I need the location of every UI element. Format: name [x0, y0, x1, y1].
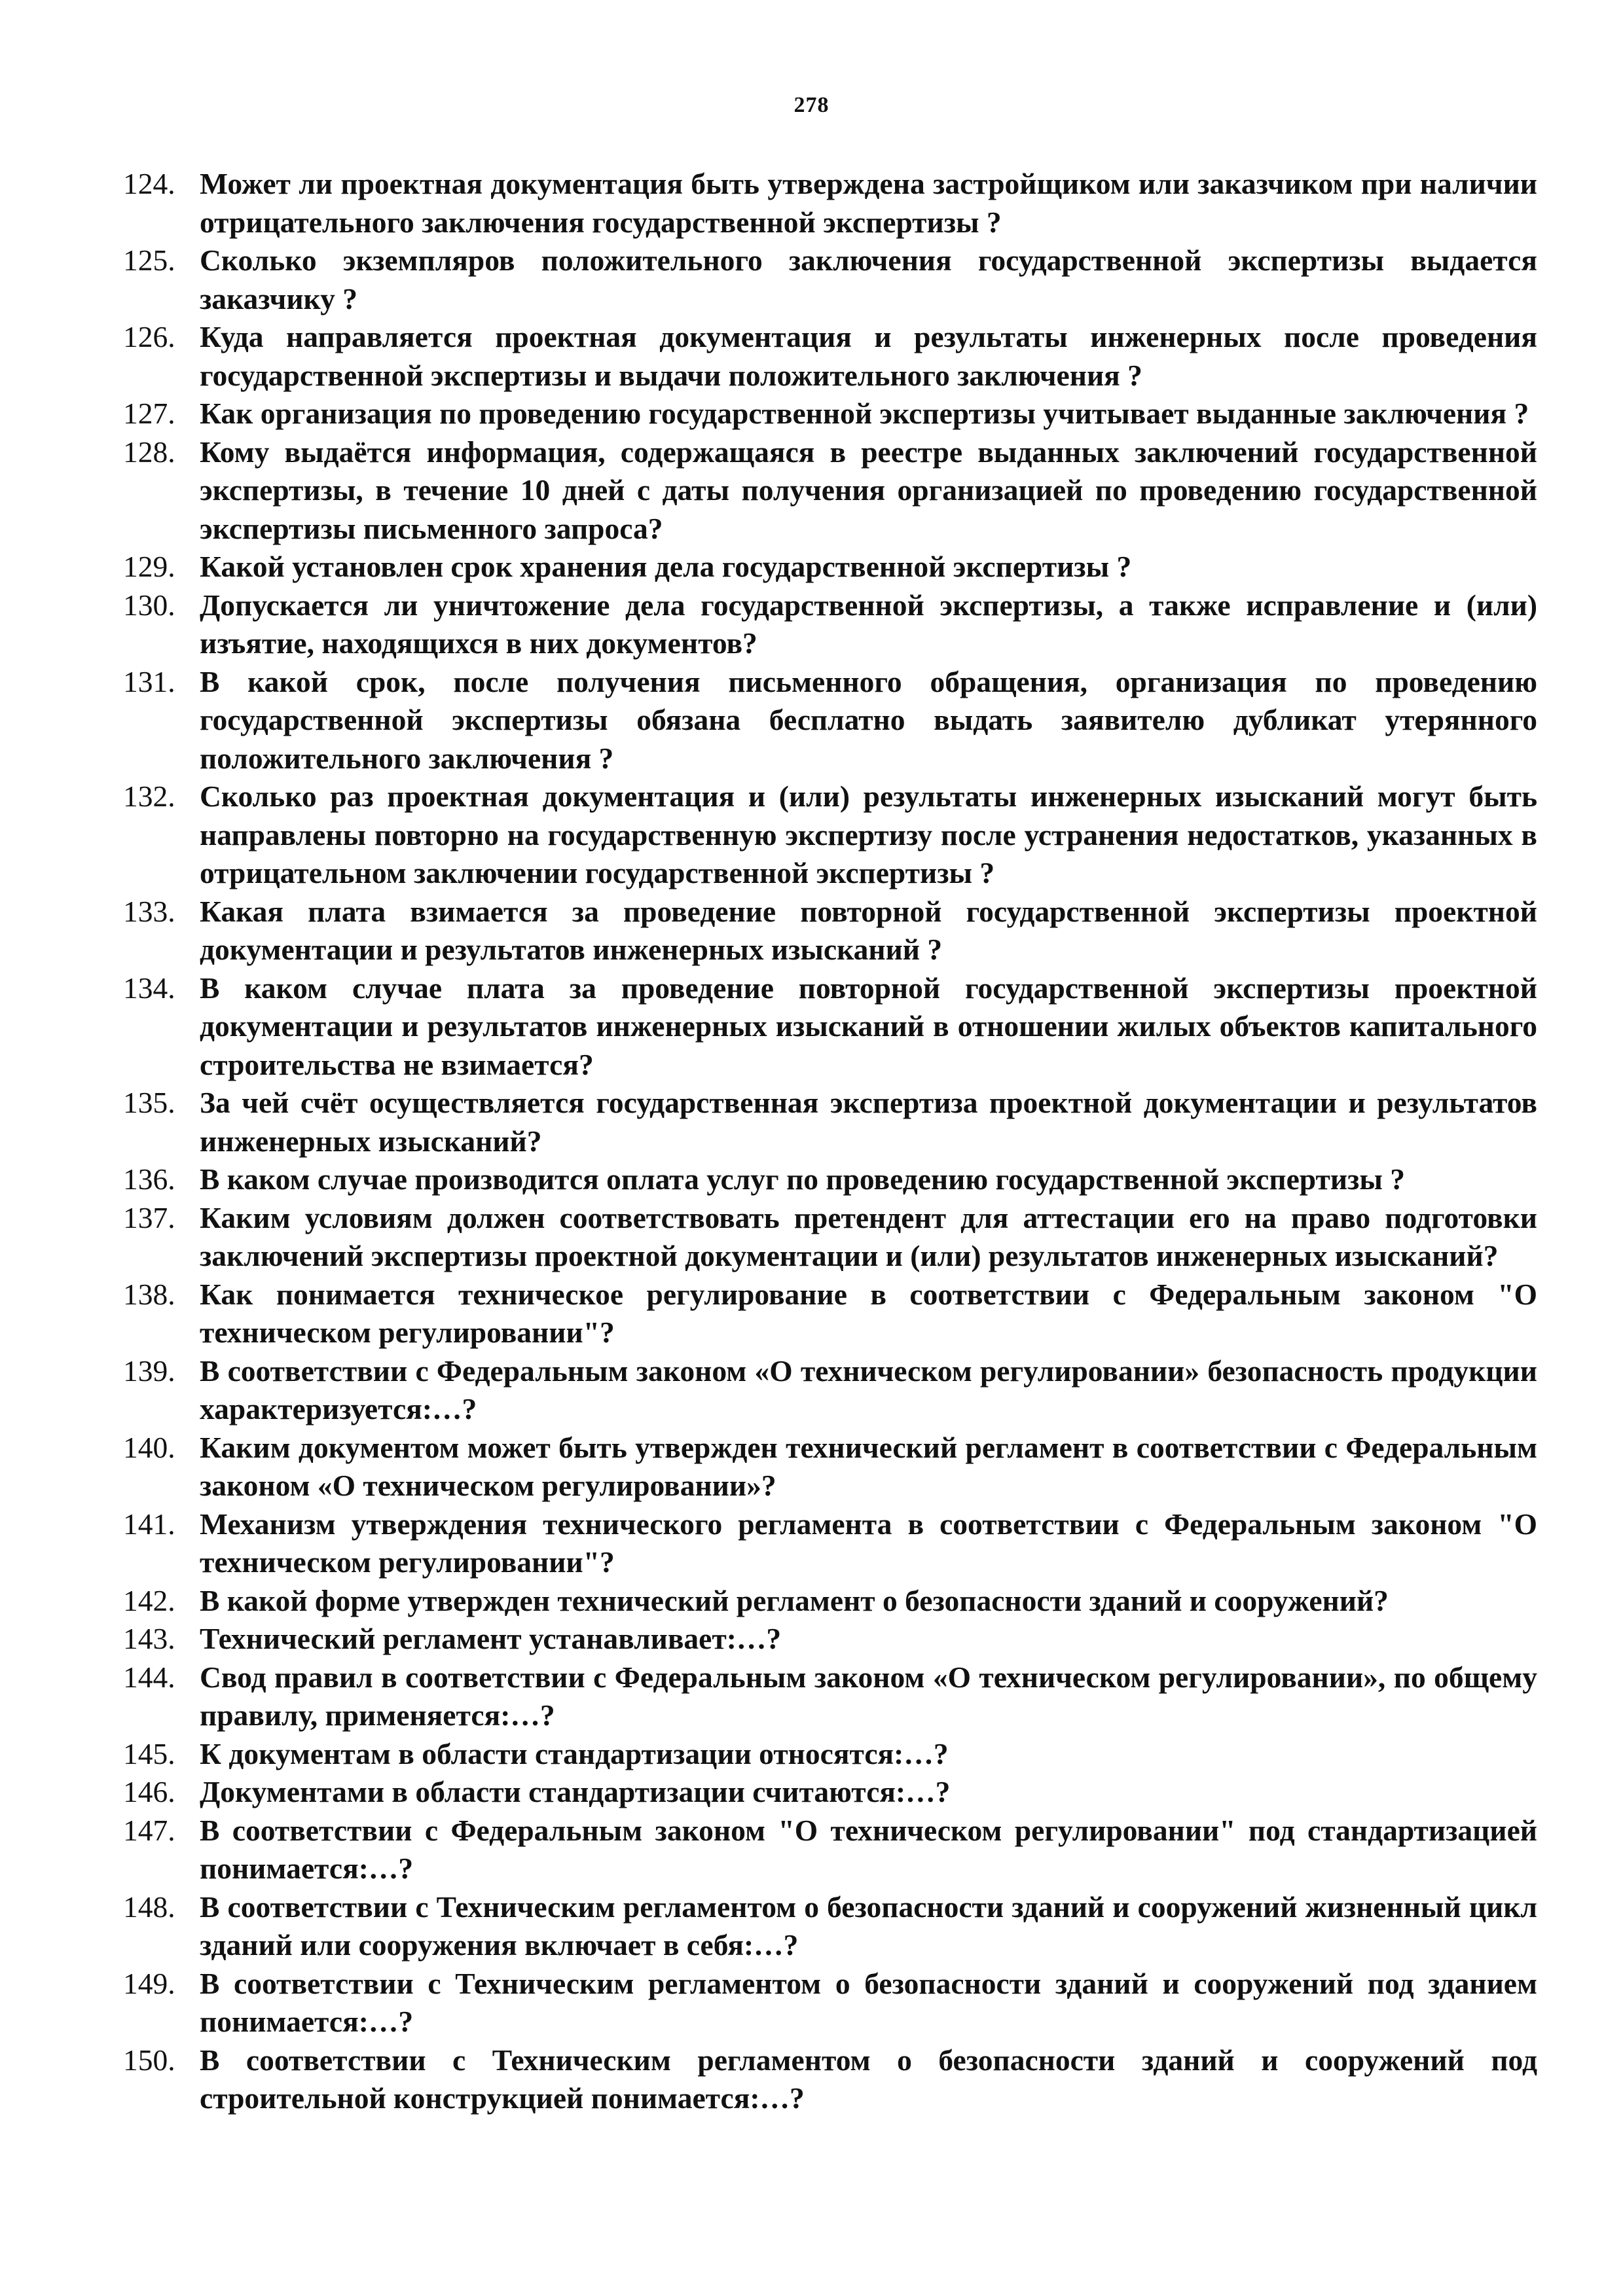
- question-number: 127.: [123, 397, 175, 430]
- question-number: 130.: [123, 588, 175, 622]
- question-number: 147.: [123, 1813, 175, 1847]
- question-item: [123, 1773, 1537, 1812]
- question-text: В соответствии с Техническим регламентом о безопасности зданий и сооружений под зданием понимается:…?: [200, 1966, 1537, 2038]
- question-item: [123, 586, 1537, 663]
- question-item: [123, 893, 1537, 969]
- question-item: [123, 318, 1537, 395]
- question-item: [123, 433, 1537, 548]
- question-number: 137.: [123, 1200, 175, 1234]
- question-number: 135.: [123, 1086, 175, 1119]
- question-number: 143.: [123, 1622, 175, 1655]
- page-number: 278: [793, 93, 830, 117]
- question-item: [123, 1812, 1537, 1888]
- question-number: 126.: [123, 320, 175, 353]
- question-text: В каком случае производится оплата услуг по проведению государственной экспертизы ?: [200, 1162, 1405, 1196]
- question-text: Какая плата взимается за проведение повторной государственной экспертизы проектной документации и результатов инженерных изысканий ?: [200, 894, 1537, 966]
- question-text: Механизм утверждения технического регламента в соответствии с Федеральным законом "О техническом регулировании"?: [200, 1507, 1537, 1579]
- question-item: [123, 1505, 1537, 1582]
- question-item: [123, 1735, 1537, 1774]
- question-item: [123, 1965, 1537, 2041]
- question-text: Сколько экземпляров положительного заключения государственной экспертизы выдается заказчику ?: [200, 243, 1537, 315]
- question-number: 132.: [123, 780, 175, 813]
- question-text: В каком случае плата за проведение повторной государственной экспертизы проектной документации и результатов инженерных изысканий в отношении жилых объектов капитального строительства не взимается?: [200, 971, 1537, 1081]
- question-item: [123, 1160, 1537, 1199]
- question-text: Допускается ли уничтожение дела государственной экспертизы, а также исправление и (или) изъятие, находящихся в них документов?: [200, 588, 1537, 660]
- question-number: 145.: [123, 1736, 175, 1770]
- question-number: 136.: [123, 1162, 175, 1196]
- question-text: Каким документом может быть утвержден технический регламент в соответствии с Федеральным законом «О техническом регулировании»?: [200, 1430, 1537, 1502]
- question-text: Какой установлен срок хранения дела государственной экспертизы ?: [200, 550, 1132, 583]
- question-list: [123, 165, 1537, 2118]
- question-text: В соответствии с Федеральным законом "О техническом регулировании" под стандартизацией понимается:…?: [200, 1813, 1537, 1885]
- question-item: [123, 1429, 1537, 1505]
- question-item: [123, 778, 1537, 893]
- question-text: В какой срок, после получения письменного обращения, организация по проведению государственной экспертизы обязана бесплатно выдать заявителю дубликат утерянного положительного заключения ?: [200, 664, 1537, 775]
- question-item: [123, 2041, 1537, 2118]
- question-item: [123, 1582, 1537, 1621]
- question-number: 140.: [123, 1430, 175, 1464]
- question-text: Как организация по проведению государственной экспертизы учитывает выданные заключения ?: [200, 397, 1529, 430]
- question-text: Как понимается техническое регулирование в соответствии с Федеральным законом "О техническом регулировании"?: [200, 1277, 1537, 1349]
- question-item: [123, 1276, 1537, 1352]
- question-text: К документам в области стандартизации относятся:…?: [200, 1736, 949, 1770]
- question-item: [123, 1199, 1537, 1276]
- question-number: 150.: [123, 2043, 175, 2077]
- question-number: 128.: [123, 435, 175, 469]
- question-number: 134.: [123, 971, 175, 1005]
- question-item: [123, 663, 1537, 778]
- question-number: 149.: [123, 1966, 175, 2000]
- question-text: Сколько раз проектная документация и (или) результаты инженерных изысканий могут быть направлены повторно на государственную экспертизу после устранения недостатков, указанных в отрицательном заключении государственной экспертизы ?: [200, 780, 1537, 889]
- question-number: 144.: [123, 1660, 175, 1694]
- question-text: Может ли проектная документация быть утверждена застройщиком или заказчиком при наличии отрицательного заключения государственной экспертизы ?: [200, 167, 1537, 239]
- question-number: 141.: [123, 1507, 175, 1541]
- question-number: 129.: [123, 550, 175, 583]
- question-text: Технический регламент устанавливает:…?: [200, 1622, 782, 1655]
- question-text: Документами в области стандартизации считаются:…?: [200, 1775, 951, 1808]
- question-text: В какой форме утвержден технический регламент о безопасности зданий и сооружений?: [200, 1583, 1389, 1617]
- question-text: За чей счёт осуществляется государственная экспертиза проектной документации и результатов инженерных изысканий?: [200, 1086, 1537, 1158]
- question-number: 146.: [123, 1775, 175, 1808]
- question-text: В соответствии с Федеральным законом «О техническом регулировании» безопасность продукции характеризуется:…?: [200, 1354, 1537, 1426]
- question-number: 148.: [123, 1890, 175, 1924]
- question-number: 124.: [123, 167, 175, 200]
- question-item: [123, 395, 1537, 433]
- question-item: [123, 969, 1537, 1085]
- question-number: 138.: [123, 1277, 175, 1311]
- question-text: Каким условиям должен соответствовать претендент для аттестации его на право подготовки заключений экспертизы проектной документации и (или) результатов инженерных изысканий?: [200, 1200, 1537, 1272]
- question-item: [123, 1352, 1537, 1429]
- question-number: 125.: [123, 243, 175, 277]
- question-item: [123, 165, 1537, 242]
- question-number: 142.: [123, 1583, 175, 1617]
- question-text: Свод правил в соответствии с Федеральным законом «О техническом регулировании», по общему правилу, применяется:…?: [200, 1660, 1537, 1732]
- question-text: В соответствии с Техническим регламентом о безопасности зданий и сооружений под строительной конструкцией понимается:…?: [200, 2043, 1537, 2115]
- question-text: В соответствии с Техническим регламентом о безопасности зданий и сооружений жизненный цикл зданий или сооружения включает в себя:…?: [200, 1890, 1537, 1962]
- question-text: Куда направляется проектная документация и результаты инженерных после проведения государственной экспертизы и выдачи положительного заключения ?: [200, 320, 1537, 392]
- question-number: 133.: [123, 894, 175, 928]
- question-item: [123, 1888, 1537, 1965]
- question-number: 131.: [123, 664, 175, 698]
- question-number: 139.: [123, 1354, 175, 1388]
- question-item: [123, 1084, 1537, 1160]
- question-item: [123, 548, 1537, 586]
- question-text: Кому выдаётся информация, содержащаяся в реестре выданных заключений государственной экспертизы, в течение 10 дней с даты получения организацией по проведению государственной экспертизы письменного запроса?: [200, 435, 1537, 545]
- question-item: [123, 1620, 1537, 1659]
- question-item: [123, 1659, 1537, 1735]
- question-item: [123, 242, 1537, 318]
